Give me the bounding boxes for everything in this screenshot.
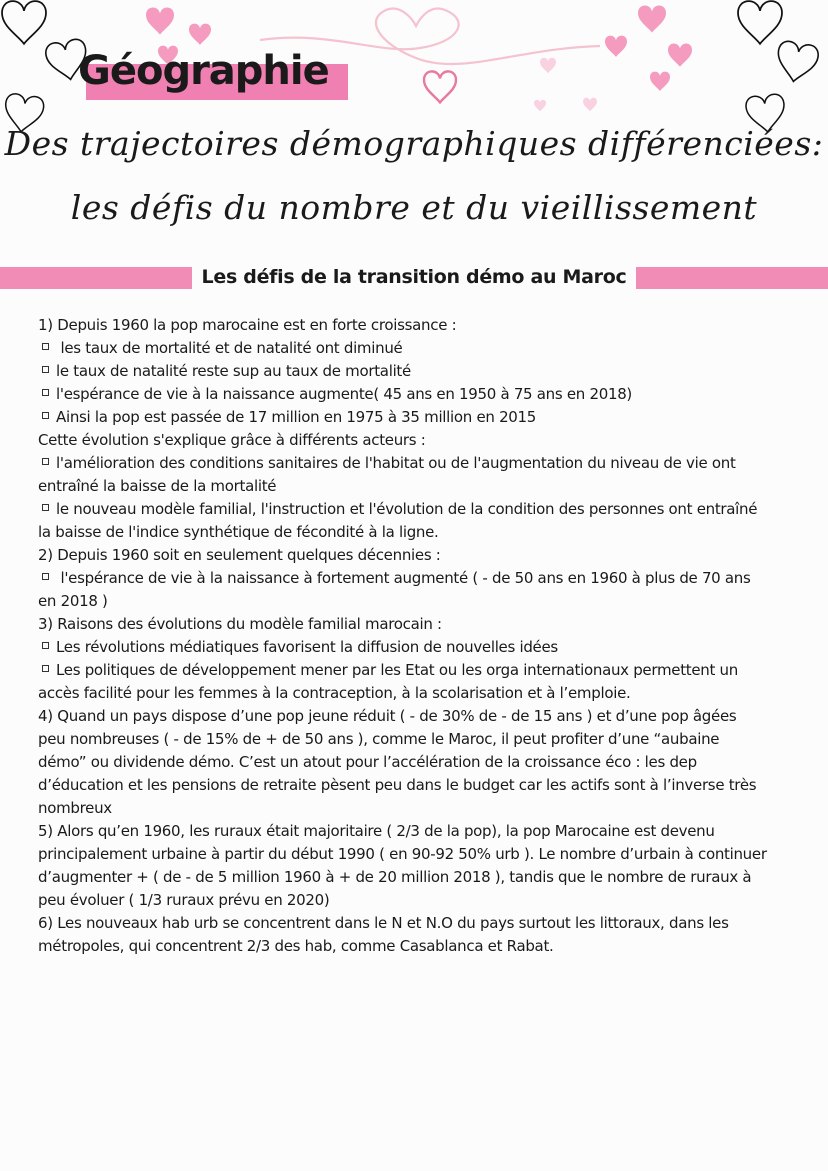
square-bullet-icon: [42, 343, 49, 350]
paragraph-6: 6) Les nouveaux hab urb se concentrent dans le N et N.O du pays surtout les littoraux, dans les métropoles, qui concentrent 2/3 des hab, comme Casablanca et Rabat.: [38, 914, 729, 955]
list-item: le nouveau modèle familial, l'instruction et l'évolution de la condition des personnes ont entraîné la baisse de l'indice synthétique de fécondité à la ligne.: [38, 500, 758, 541]
list-item: l'espérance de vie à la naissance à fortement augmenté ( - de 50 ans en 1960 à plus de 70 ans en 2018 ): [38, 569, 751, 610]
heart-pink-icon: [668, 44, 692, 67]
section-title: Les défis de la transition démo au Maroc: [201, 266, 627, 288]
heart-outline-icon: [738, 1, 782, 44]
square-bullet-icon: [42, 665, 49, 672]
square-bullet-icon: [42, 642, 49, 649]
paragraph-2: 2) Depuis 1960 soit en seulement quelques décennies :: [38, 546, 441, 564]
heart-light-pink-icon: [583, 98, 597, 112]
list-item: l'espérance de vie à la naissance augmente( 45 ans en 1950 à 75 ans en 2018): [38, 383, 768, 406]
square-bullet-icon: [42, 504, 49, 511]
paragraph-5: 5) Alors qu’en 1960, les ruraux était majoritaire ( 2/3 de la pop), la pop Marocaine est devenu principalement urbaine à partir du début 1990 ( en 90-92 50% urb ). Le nombre d’urbain à continuer d’augmenter + ( de - de 5 million 1960 à + de 20 million 2018 ), tandis que le nombre de ruraux à peu évoluer ( 1/3 ruraux prévu en 2020): [38, 822, 767, 909]
square-bullet-icon: [42, 366, 49, 373]
heart-light-pink-icon: [534, 100, 546, 112]
square-bullet-icon: [42, 389, 49, 396]
banner-bar-right: [636, 267, 828, 289]
paragraph-4: 4) Quand un pays dispose d’une pop jeune réduit ( - de 30% de - de 15 ans ) et d’une pop âgées peu nombreuses ( - de 15% de + de 50 ans ), comme le Maroc, il peut profiter d’une “aubaine démo” ou dividende démo. C’est un atout pour l’accélération de la croissance éco : les dep d’éducation et les pensions de retraite pèsent peu dans le budget car les actifs sont à l’inverse très nombreux: [38, 707, 757, 817]
page-title-line-1: Des trajectoires démographiques différenciées:: [4, 124, 824, 163]
heart-pink-icon: [189, 24, 211, 45]
heart-pink-icon: [638, 5, 666, 32]
heart-outline-icon: [774, 40, 820, 85]
heart-pink-outline-icon: [424, 71, 456, 102]
list-item: Les politiques de développement mener par les Etat ou les orga internationaux permettent un accès facilité pour les femmes à la contraception, à la scolarisation et à l’emploie.: [38, 661, 738, 702]
heart-outline-icon: [2, 1, 46, 44]
document-body: [38, 314, 768, 958]
paragraph-3: 3) Raisons des évolutions du modèle familial marocain :: [38, 615, 442, 633]
paragraph-1: 1) Depuis 1960 la pop marocaine est en forte croissance :: [38, 316, 457, 334]
heart-pink-icon: [146, 7, 174, 34]
square-bullet-icon: [42, 573, 49, 580]
list-item: l'amélioration des conditions sanitaires de l'habitat ou de l'augmentation du niveau de vie ont entraîné la baisse de la mortalité: [38, 454, 736, 495]
heart-light-pink-icon: [540, 58, 556, 74]
subject-heading: Géographie: [78, 48, 329, 94]
paragraph-causes: Cette évolution s'explique grâce à différents acteurs :: [38, 431, 426, 449]
list-item: Les révolutions médiatiques favorisent la diffusion de nouvelles idées: [38, 636, 768, 659]
list-item: le taux de natalité reste sup au taux de mortalité: [38, 360, 768, 383]
list-item: les taux de mortalité et de natalité ont diminué: [38, 337, 768, 360]
heart-pink-icon: [650, 72, 670, 91]
square-bullet-icon: [42, 412, 49, 419]
banner-bar-left: [0, 267, 192, 289]
list-item: Ainsi la pop est passée de 17 million en 1975 à 35 million en 2015: [38, 406, 768, 429]
page-title-line-2: les défis du nombre et du vieillissement: [70, 188, 758, 227]
square-bullet-icon: [42, 458, 49, 465]
heart-pink-icon: [605, 36, 627, 57]
section-banner: [0, 266, 828, 292]
